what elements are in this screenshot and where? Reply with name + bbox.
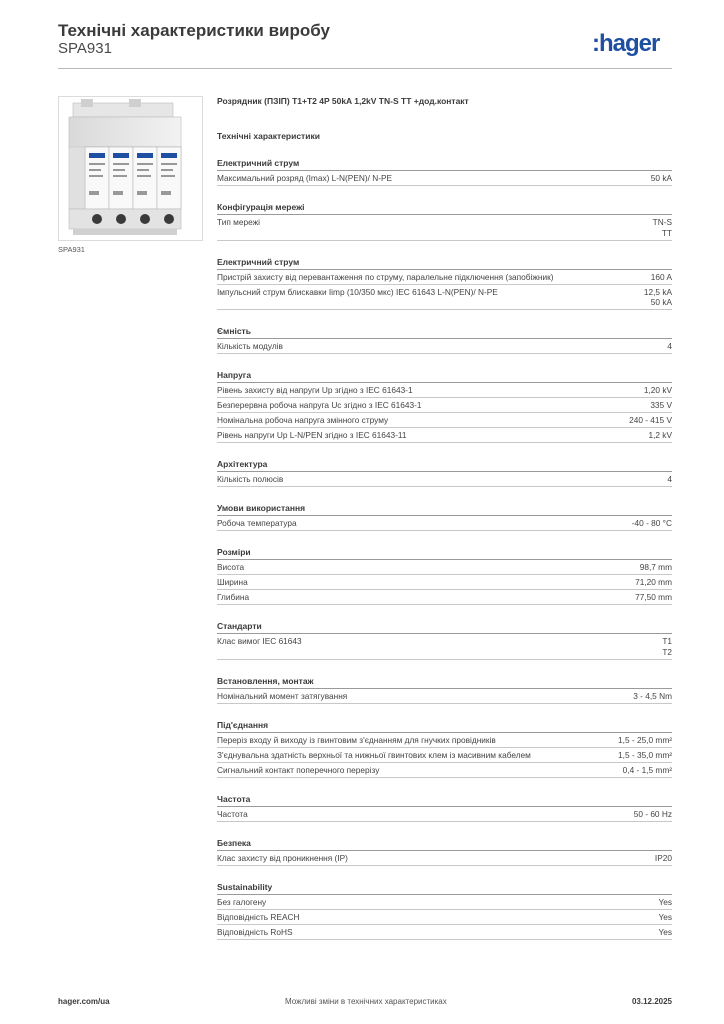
logo-text: :hager	[592, 30, 660, 57]
spec-sections	[217, 158, 672, 940]
spec-value-line: 50 kA	[650, 297, 672, 307]
spec-value	[632, 518, 672, 529]
section-heading: Розміри	[217, 547, 672, 560]
header-divider	[58, 68, 672, 69]
spec-value-line: 4	[667, 474, 672, 484]
spec-value-line: Yes	[658, 896, 672, 907]
spec-label: Імпульсний струм блискавки Iimp (10/350 мкс) IEC 61643 L-N(PEN)/ N-PE	[217, 286, 498, 297]
spec-row	[217, 748, 672, 763]
product-image-caption: SPA931	[58, 245, 85, 254]
spec-row	[217, 910, 672, 925]
spec-label: Клас захисту від проникнення (IP)	[217, 852, 348, 863]
section-heading: Умови використання	[217, 503, 672, 516]
spec-value	[658, 927, 672, 938]
spec-value-line: 98,7 mm	[639, 562, 672, 572]
spec-label: Рівень захисту від напруги Up згідно з IEC 61643-1	[217, 385, 413, 395]
footer-disclaimer: Можливі зміни в технічних характеристиках	[285, 997, 447, 1006]
spec-row	[217, 575, 672, 590]
spec-value	[648, 430, 672, 441]
spec-value-line: TT	[661, 227, 672, 238]
product-image	[58, 96, 203, 241]
spec-row	[217, 733, 672, 748]
spec-value-line: TN-S	[652, 217, 672, 227]
spec-value	[658, 897, 672, 908]
spec-section	[217, 326, 672, 354]
spec-value	[644, 287, 672, 308]
spec-value-line: 12,5 kA	[643, 286, 672, 297]
spec-value	[662, 636, 672, 657]
spec-row	[217, 413, 672, 428]
spec-label: Клас вимог IEC 61643	[217, 636, 302, 646]
spec-value-line: IP20	[654, 852, 672, 863]
spec-value-line: 1,5 - 25,0 mm²	[618, 734, 672, 745]
section-heading: Під'єднання	[217, 720, 672, 733]
spec-row	[217, 285, 672, 311]
spec-label: Ширина	[217, 577, 248, 587]
spec-section	[217, 720, 672, 778]
section-heading: Встановлення, монтаж	[217, 676, 672, 689]
spec-section	[217, 621, 672, 660]
spec-row	[217, 516, 672, 531]
spec-value	[633, 691, 672, 702]
spec-value-line: 1,2 kV	[648, 430, 672, 440]
spec-row	[217, 171, 672, 186]
spec-value	[667, 474, 672, 485]
spec-value-line: 50 - 60 Hz	[633, 808, 672, 819]
spec-row	[217, 590, 672, 605]
section-heading: Sustainability	[217, 882, 672, 895]
spec-value-line: T2	[662, 646, 672, 657]
spec-value-line: -40 - 80 °C	[631, 518, 672, 528]
spec-value	[635, 592, 672, 603]
spec-value-line: Yes	[658, 911, 672, 922]
spec-value	[623, 765, 672, 776]
spec-value	[650, 400, 672, 411]
spec-row	[217, 383, 672, 398]
hager-logo	[592, 29, 674, 57]
spec-label: Сигнальний контакт поперечного перерізу	[217, 764, 380, 775]
surge-arrester-illustration	[59, 97, 202, 240]
spec-section	[217, 370, 672, 443]
spec-row	[217, 398, 672, 413]
spec-label: Частота	[217, 808, 248, 819]
spec-row	[217, 689, 672, 704]
spec-label: Безперервна робоча напруга Uc згідно з IEC 61643-1	[217, 400, 422, 410]
spec-value	[658, 912, 672, 923]
spec-label: З'єднувальна здатність верхньої та нижньої гвинтових клем із масивним кабелем	[217, 749, 531, 760]
page-title: Технічні характеристики виробу	[58, 21, 330, 40]
section-heading: Архітектура	[217, 459, 672, 472]
spec-label: Відповідність REACH	[217, 911, 300, 922]
spec-row	[217, 560, 672, 575]
spec-row	[217, 215, 672, 241]
spec-section	[217, 676, 672, 704]
product-code: SPA931	[58, 40, 112, 57]
spec-row	[217, 851, 672, 866]
spec-value	[629, 415, 672, 426]
spec-label: Пристрій захисту від перевантаження по струму, паралельне підключення (запобіжник)	[217, 271, 554, 282]
section-heading: Електричний струм	[217, 257, 672, 270]
spec-value-line: 1,5 - 35,0 mm²	[618, 749, 672, 760]
section-heading: Конфігурація мережі	[217, 202, 672, 215]
spec-row	[217, 807, 672, 822]
footer-website: hager.com/ua	[58, 997, 110, 1006]
spec-label: Переріз входу й виходу із гвинтовим з'єднанням для гнучких провідників	[217, 734, 496, 745]
spec-title: Технічні характеристики	[217, 131, 320, 141]
spec-value-line: 0,4 - 1,5 mm²	[622, 764, 672, 775]
spec-section	[217, 794, 672, 822]
spec-label: Висота	[217, 562, 245, 572]
spec-value-line: 77,50 mm	[635, 592, 672, 602]
spec-label: Глибина	[217, 592, 250, 602]
spec-row	[217, 270, 672, 285]
spec-value-line: 3 - 4,5 Nm	[633, 690, 672, 701]
spec-value	[644, 385, 672, 396]
spec-section	[217, 202, 672, 241]
spec-label: Номінальна робоча напруга змінного струму	[217, 415, 389, 425]
section-heading: Напруга	[217, 370, 672, 383]
spec-row	[217, 925, 672, 940]
spec-section	[217, 503, 672, 531]
spec-content	[217, 96, 672, 940]
section-heading: Частота	[217, 794, 672, 807]
spec-value	[653, 217, 672, 238]
spec-label: Без галогену	[217, 896, 267, 907]
spec-row	[217, 428, 672, 443]
spec-section	[217, 257, 672, 311]
spec-value	[635, 577, 672, 588]
spec-section	[217, 158, 672, 186]
spec-label: Робоча температура	[217, 518, 297, 528]
spec-value-line: Yes	[658, 926, 672, 937]
spec-value	[667, 341, 672, 352]
footer-date: 03.12.2025	[631, 997, 672, 1006]
spec-value	[651, 272, 672, 283]
spec-value-line: 335 V	[650, 400, 672, 410]
spec-label: Кількість полюсів	[217, 474, 284, 484]
spec-value	[618, 735, 672, 746]
section-heading: Безпека	[217, 838, 672, 851]
spec-value-line: 240 - 415 V	[629, 415, 672, 425]
spec-row	[217, 895, 672, 910]
spec-value-line: 1,20 kV	[643, 385, 672, 395]
spec-label: Кількість модулів	[217, 341, 283, 351]
spec-section	[217, 838, 672, 866]
spec-section	[217, 459, 672, 487]
spec-value	[655, 853, 672, 864]
spec-section	[217, 547, 672, 605]
spec-value-line: T1	[662, 636, 672, 646]
spec-value-line: 71,20 mm	[635, 577, 672, 587]
spec-value	[618, 750, 672, 761]
section-heading: Стандарти	[217, 621, 672, 634]
spec-value	[640, 562, 672, 573]
spec-row	[217, 634, 672, 660]
spec-value	[634, 809, 672, 820]
product-description: Розрядник (ПЗІП) T1+T2 4P 50kA 1,2kV TN-S TT +дод.контакт	[217, 96, 469, 106]
spec-section	[217, 882, 672, 940]
spec-row	[217, 339, 672, 354]
spec-label: Відповідність RoHS	[217, 926, 293, 937]
spec-label: Рівень напруги Up L-N/PEN згідно з IEC 61643-11	[217, 430, 407, 440]
spec-row	[217, 763, 672, 778]
spec-value-line: 50 kA	[650, 173, 672, 183]
spec-value	[651, 173, 672, 184]
section-heading: Електричний струм	[217, 158, 672, 171]
spec-row	[217, 472, 672, 487]
spec-label: Максимальний розряд (Imax) L-N(PEN)/ N-PE	[217, 173, 393, 183]
spec-label: Тип мережі	[217, 217, 260, 227]
section-heading: Ємність	[217, 326, 672, 339]
spec-value-line: 4	[667, 341, 672, 351]
spec-value-line: 160 A	[650, 271, 672, 282]
spec-label: Номінальний момент затягування	[217, 690, 348, 701]
